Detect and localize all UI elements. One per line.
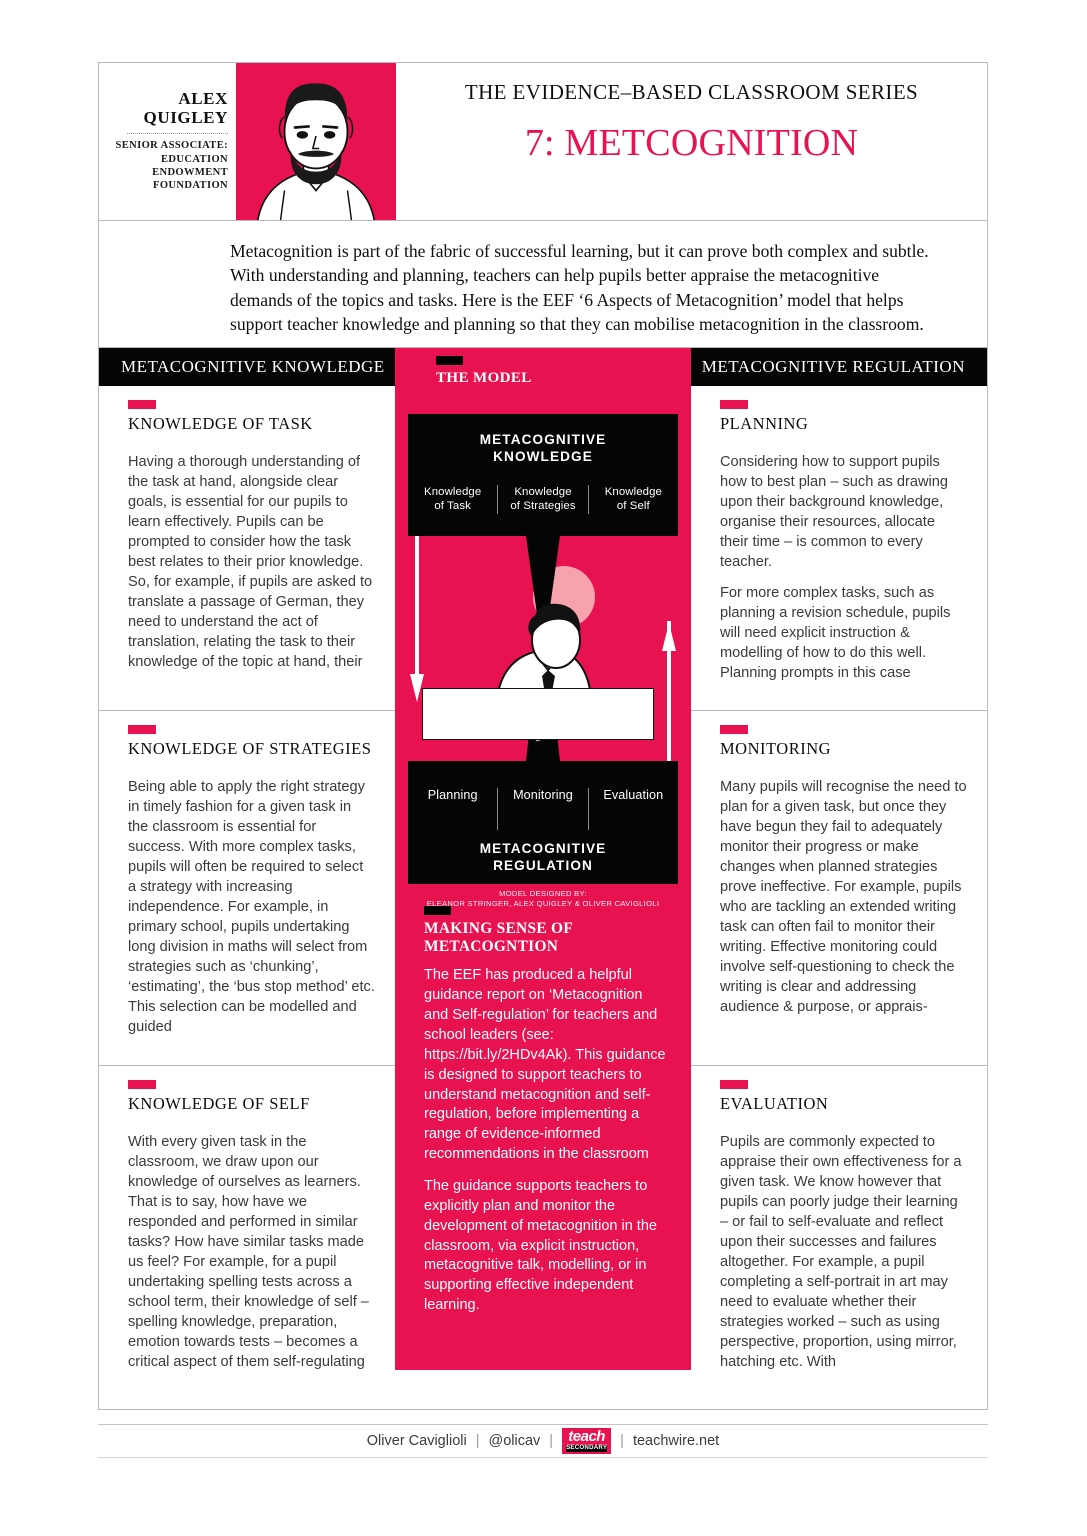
- model-top-title-line2: KNOWLEDGE: [493, 449, 593, 465]
- section-title: KNOWLEDGE OF SELF: [128, 1094, 310, 1113]
- section-title: [424, 920, 667, 956]
- model-regulation-triad: [408, 788, 678, 830]
- desk-shape: [422, 688, 654, 740]
- author-block: [99, 63, 236, 220]
- model-bottom-title: [408, 840, 678, 875]
- author-role-line4: FOUNDATION: [153, 180, 228, 192]
- section-tick-icon: [436, 356, 463, 365]
- page-title-word: METCOGNITION: [564, 122, 859, 164]
- footer-separator: |: [620, 1433, 624, 1449]
- author-role-line2: EDUCATION: [161, 153, 228, 165]
- section-title: PLANNING: [720, 414, 809, 433]
- model-item-planning: Planning: [427, 788, 478, 802]
- section-tick-icon: [128, 400, 156, 409]
- section-knowledge-of-task: [99, 386, 395, 711]
- section-monitoring: [691, 711, 987, 1066]
- section-tick-icon: [128, 1080, 156, 1089]
- section-body-2: For more complex tasks, such as planning a revision schedule, pupils will need explicit instruction & modelling of how to do this well. Planning prompts in this case: [720, 584, 951, 681]
- making-sense-para2: The guidance supports teachers to explicitly plan and monitor the development of metacognition in the classroom, via explicit instruction, metacognitive talk, modelling, or in supporting effective independent learning.: [424, 1177, 657, 1314]
- model-item-knowledge-of-self: Knowledge of Self: [588, 485, 678, 514]
- column-metacognitive-regulation: [691, 348, 987, 1370]
- model-credit-line2: ELEANOR STRINGER, ALEX QUIGLEY & OLIVER CAVIGLIOLI: [426, 899, 660, 909]
- section-tick-icon: [720, 725, 748, 734]
- author-name-line1: ALEX: [178, 89, 228, 108]
- footer-separator: |: [475, 1433, 480, 1449]
- footer: [98, 1424, 988, 1458]
- section-title: KNOWLEDGE OF TASK: [128, 414, 313, 433]
- section-knowledge-of-strategies: [99, 711, 395, 1066]
- section-evaluation: [691, 1066, 987, 1370]
- bar-metacognitive-regulation: [691, 348, 987, 386]
- model-credit: [408, 889, 678, 910]
- footer-separator: |: [549, 1433, 554, 1449]
- section-making-sense: [395, 884, 691, 1316]
- model-item-knowledge-of-strategies: Knowledge of Strategies: [497, 485, 587, 514]
- section-knowledge-of-self: [99, 1066, 395, 1370]
- author-divider: [127, 133, 228, 134]
- section-body: Being able to apply the right strategy in timely fashion for a given task in the classroom is essential for success. With more complex tasks, pupils will often be required to select a strategy with increasing independence. For example, in primary school, pupils undertaking long division in maths will select from strategies such as ‘chunking’, ‘estimating’, the ‘bus stop method’ etc. This selection can be modelled and guided: [128, 779, 375, 1035]
- section-body-1: Considering how to support pupils how to best plan – such as drawing upon their background knowledge, organise their resources, allocate their time – is common to every teacher.: [720, 454, 948, 570]
- model-bottom-title-line1: METACOGNITIVE: [479, 840, 607, 856]
- model-credit-line1: MODEL DESIGNED BY:: [499, 889, 587, 898]
- section-tick-icon: [720, 400, 748, 409]
- footer-handle[interactable]: @olicav: [488, 1433, 541, 1449]
- making-sense-para1: The EEF has produced a helpful guidance report on ‘Metacognition and Self-regulation’ for teachers and school leaders (see: https://bit.ly/2HDv4Ak). This guidance is designed to support teachers to understand metacognition and self-regulation, before implementing a range of evidence-informed recommendations in the classroom: [424, 967, 666, 1163]
- content-band: [99, 348, 987, 1370]
- logo-line2: SECONDARY: [566, 1444, 608, 1452]
- bar-metacognitive-knowledge: [99, 348, 395, 386]
- author-portrait: [236, 63, 396, 220]
- making-sense-title-line2: METACOGNTION: [424, 938, 559, 956]
- section-tick-icon: [720, 1080, 748, 1089]
- title-block: [396, 63, 987, 220]
- author-name-line2: QUIGLEY: [143, 108, 228, 128]
- model-top-box: [408, 414, 678, 536]
- page-title: [396, 105, 987, 165]
- intro-section: [99, 221, 987, 348]
- model-item-evaluation: Evaluation: [588, 788, 678, 830]
- bar-the-model: [395, 348, 691, 406]
- section-body: Having a thorough understanding of the task at hand, alongside clear goals, is essential for our pupils to learn effectively. Pupils can be prompted to consider how the task best relates to their prior knowledge. So, for example, if pupils are asked to translate a passage of German, they need to understand the act of translation, relating the task to their knowledge of the topic at hand, their: [128, 454, 373, 670]
- intro-text: Metacognition is part of the fabric of successful learning, but it can prove both complex and subtle. With understanding and planning, teachers can help pupils better appraise the metacognitive demands of the topics and tasks. Here is the EEF ‘6 Aspects of Metacognition’ model that helps support teacher knowledge and planning so that they can mobilise metacognition in the classroom.: [230, 241, 929, 334]
- author-role: [99, 139, 228, 193]
- page-title-number: 7:: [524, 122, 555, 164]
- bar-label: METACOGNITIVE KNOWLEDGE: [121, 357, 385, 376]
- section-tick-icon: [128, 725, 156, 734]
- bar-label: METACOGNITIVE REGULATION: [701, 357, 965, 376]
- model-item-monitoring: Monitoring: [497, 788, 587, 830]
- teach-secondary-logo: [562, 1428, 611, 1453]
- model-item-knowledge-of-task: Knowledge of Task: [424, 485, 482, 513]
- model-knowledge-triad: [408, 485, 678, 514]
- header: [99, 63, 987, 221]
- logo-line1: teach: [568, 1428, 605, 1446]
- model-top-title-line1: METACOGNITIVE: [479, 432, 607, 447]
- section-body: With every given task in the classroom, we draw upon our knowledge of ourselves as learners. That is to say, how have we responded and performed in similar tasks? How have similar tasks made us feel? For example, for a pupil undertaking spelling tests across a school term, their knowledge of self – spelling knowledge, preparation, emotion towards tests – becomes a critical aspect of them self-regulating: [128, 1134, 369, 1370]
- poster-page: [98, 62, 988, 1410]
- making-sense-title-line1: MAKING SENSE OF: [424, 920, 574, 937]
- series-title: THE EVIDENCE–BASED CLASSROOM SERIES: [464, 80, 919, 104]
- section-title: EVALUATION: [720, 1094, 829, 1113]
- author-name: [99, 63, 228, 127]
- section-planning: [691, 386, 987, 711]
- footer-author: Oliver Caviglioli: [366, 1433, 467, 1449]
- model-illustration: [408, 536, 678, 761]
- model-top-title: [408, 431, 678, 466]
- section-title: KNOWLEDGE OF STRATEGIES: [128, 739, 372, 758]
- column-the-model: [395, 348, 691, 1370]
- section-body-1: Pupils are commonly expected to appraise their own effectiveness for a given task. We know however that pupils can poorly judge their learning – or fail to self-evaluate and reflect upon their successes and failures altogether. For example, a pupil completing a self-portrait in art may need to evaluate whether their strategies worked – such as using perspective, proportion, using mirror, hatching etc. With: [720, 1134, 962, 1370]
- section-title: MONITORING: [720, 739, 832, 758]
- section-body-1: Many pupils will recognise the need to plan for a given task, but once they have begun they fail to adequately monitor their progress or make changes when planned strategies prove ineffective. For example, pupils who are tackling an extended writing task can often fail to monitor their writing. Effective monitoring could involve self-questioning to check the writing is clear and addressing audience & purpose, or apprais-: [720, 779, 967, 1015]
- model-bottom-box: [408, 761, 678, 884]
- author-role-line3: ENDOWMENT: [152, 166, 228, 178]
- metacognition-model-diagram: [408, 414, 678, 909]
- bar-label: THE MODEL: [436, 370, 532, 386]
- footer-website[interactable]: teachwire.net: [632, 1433, 720, 1449]
- author-role-line1: SENIOR ASSOCIATE:: [115, 140, 228, 152]
- model-bottom-title-line2: REGULATION: [493, 858, 593, 874]
- column-metacognitive-knowledge: [99, 348, 395, 1370]
